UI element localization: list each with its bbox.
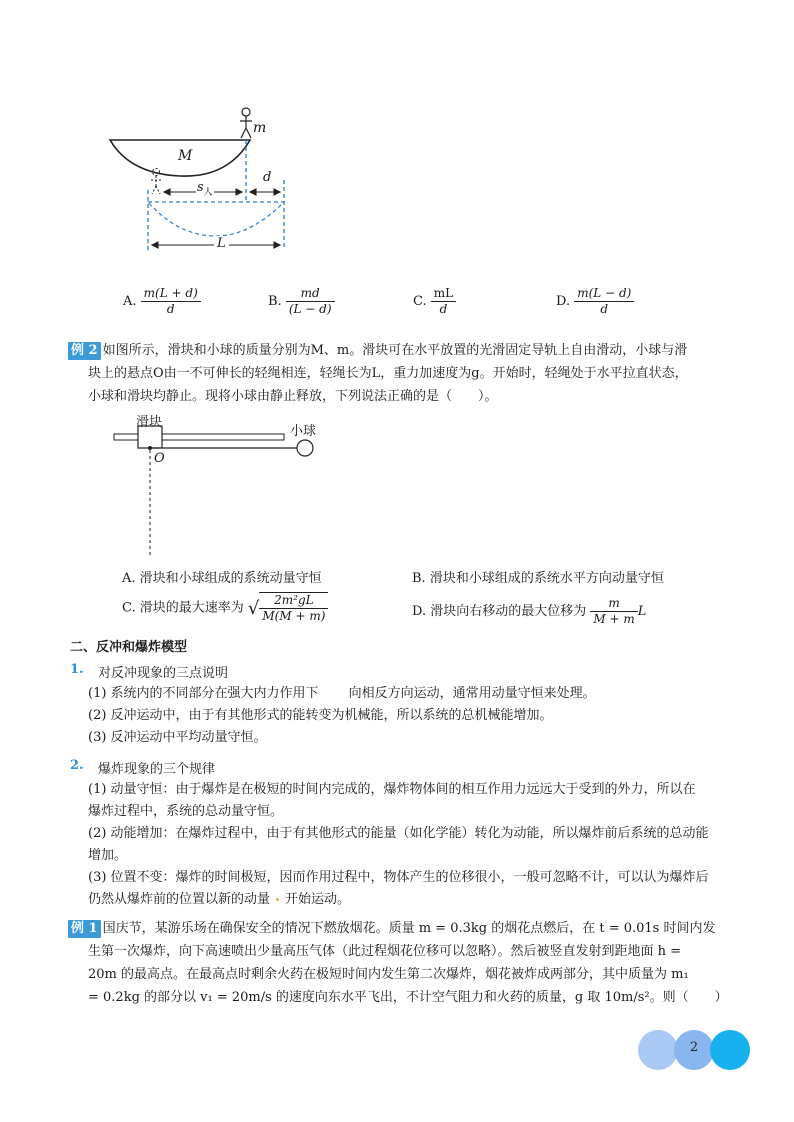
point-2-number: 2. xyxy=(70,758,84,773)
p2-line3: (3) 位置不变：爆炸的时间极短，因而作用过程中，物体产生的位移很小，一般可忽略不计，可以认为爆炸后 xyxy=(88,870,709,885)
section-title: 二、反冲和爆炸模型 xyxy=(70,640,188,655)
point-2-title: 爆炸现象的三个规律 xyxy=(98,762,216,777)
option-b[interactable]: B. $\frac{md}{(L - d)}$ xyxy=(268,286,335,317)
deco-circle-right xyxy=(710,1030,750,1070)
example-tag: 例 2 xyxy=(68,342,101,360)
slider-ball-figure xyxy=(110,410,320,560)
label-m: m xyxy=(253,120,267,136)
example-1-line2: 生第一次爆炸，向下高速喷出少量高压气体（此过程烟花位移可以忽略）。然后被竖直发射到距地面 h = xyxy=(88,944,682,959)
p1-line2: (2) 反冲运动中，由于有其他形式的能转变为机械能，所以系统的总机械能增加。 xyxy=(88,708,553,723)
p1-line1: (1) 系统内的不同部分在强大内力作用下 向相反方向运动，通常用动量守恒来处理。 xyxy=(88,686,596,701)
option-d[interactable]: D. $\frac{m(L - d)}{d}$ xyxy=(556,286,634,317)
label-ball: 小球 xyxy=(290,424,317,439)
label-d: d xyxy=(263,170,272,185)
option-a[interactable]: A. $\frac{m(L + d)}{d}$ xyxy=(123,286,201,317)
p2-line1: (1) 动量守恒：由于爆炸是在极短的时间内完成的，爆炸物体间的相互作用力远远大于受到的外力，所以在 xyxy=(88,782,696,797)
p2-line2b: 增加。 xyxy=(88,848,128,863)
example-tag: 例 1 xyxy=(68,920,101,938)
label-M: M xyxy=(178,148,193,164)
label-slider: 滑块 xyxy=(136,415,163,430)
example-2-line1: 例 2 如图所示，滑块和小球的质量分别为M、m。滑块可在水平放置的光滑固定导轨上自由滑动，小球与滑 xyxy=(68,340,687,362)
p2-line2: (2) 动能增加：在爆炸过程中，由于有其他形式的能量（如化学能）转化为动能，所以爆炸前后系统的总动能 xyxy=(88,826,709,841)
label-L: L xyxy=(214,236,229,251)
ex2-option-b[interactable]: B. 滑块和小球组成的系统水平方向动量守恒 xyxy=(412,571,664,586)
point-1-title: 对反冲现象的三点说明 xyxy=(98,666,229,681)
example-1-line3: 20m 的最高点。在最高点时剩余火药在极短时间内发生第二次爆炸，烟花被炸成两部分，其中质量为 m₁ xyxy=(88,967,689,982)
example-1-line4: = 0.2kg 的部分以 v₁ = 20m/s 的速度向东水平飞出，不计空气阻力和火药的质量，g 取 10m/s²。则（ ） xyxy=(88,990,728,1005)
deco-circle-left xyxy=(638,1030,678,1070)
example-2-line3: 小球和滑块均静止。现将小球由静止释放，下列说法正确的是（ ）。 xyxy=(88,389,498,404)
label-s-person: $s_人$ xyxy=(197,180,213,198)
p2-line1b: 爆炸过程中，系统的总动量守恒。 xyxy=(88,804,284,819)
option-c[interactable]: C. $\frac{mL}{d}$ xyxy=(413,286,456,317)
example-1-line1: 例 1 国庆节，某游乐场在确保安全的情况下燃放烟花。质量 m = 0.3kg 的烟花点燃后，在 t = 0.01s 时间内发 xyxy=(68,918,715,940)
ex2-option-a[interactable]: A. 滑块和小球组成的系统动量守恒 xyxy=(122,571,322,586)
page-number: 2 xyxy=(689,1040,699,1055)
ex2-option-d[interactable]: D. 滑块向右移动的最大位移为 $\frac{m}{M + m}$ L xyxy=(412,596,647,626)
point-1-number: 1. xyxy=(70,662,84,677)
p1-line3: (3) 反冲运动中平均动量守恒。 xyxy=(88,730,267,745)
ex2-option-c[interactable]: C. 滑块的最大速率为 √ $\frac{\text{2m²gL}}{M(M + m)}$ xyxy=(122,592,328,624)
example-2-line2: 块上的悬点O由一不可伸长的轻绳相连，轻绳长为L，重力加速度为g。开始时，轻绳处于水平拉直状态， xyxy=(88,366,688,381)
label-O: O xyxy=(154,451,165,466)
p2-line3b: 仍然从爆炸前的位置以新的动量 开始运动。 xyxy=(88,892,351,907)
